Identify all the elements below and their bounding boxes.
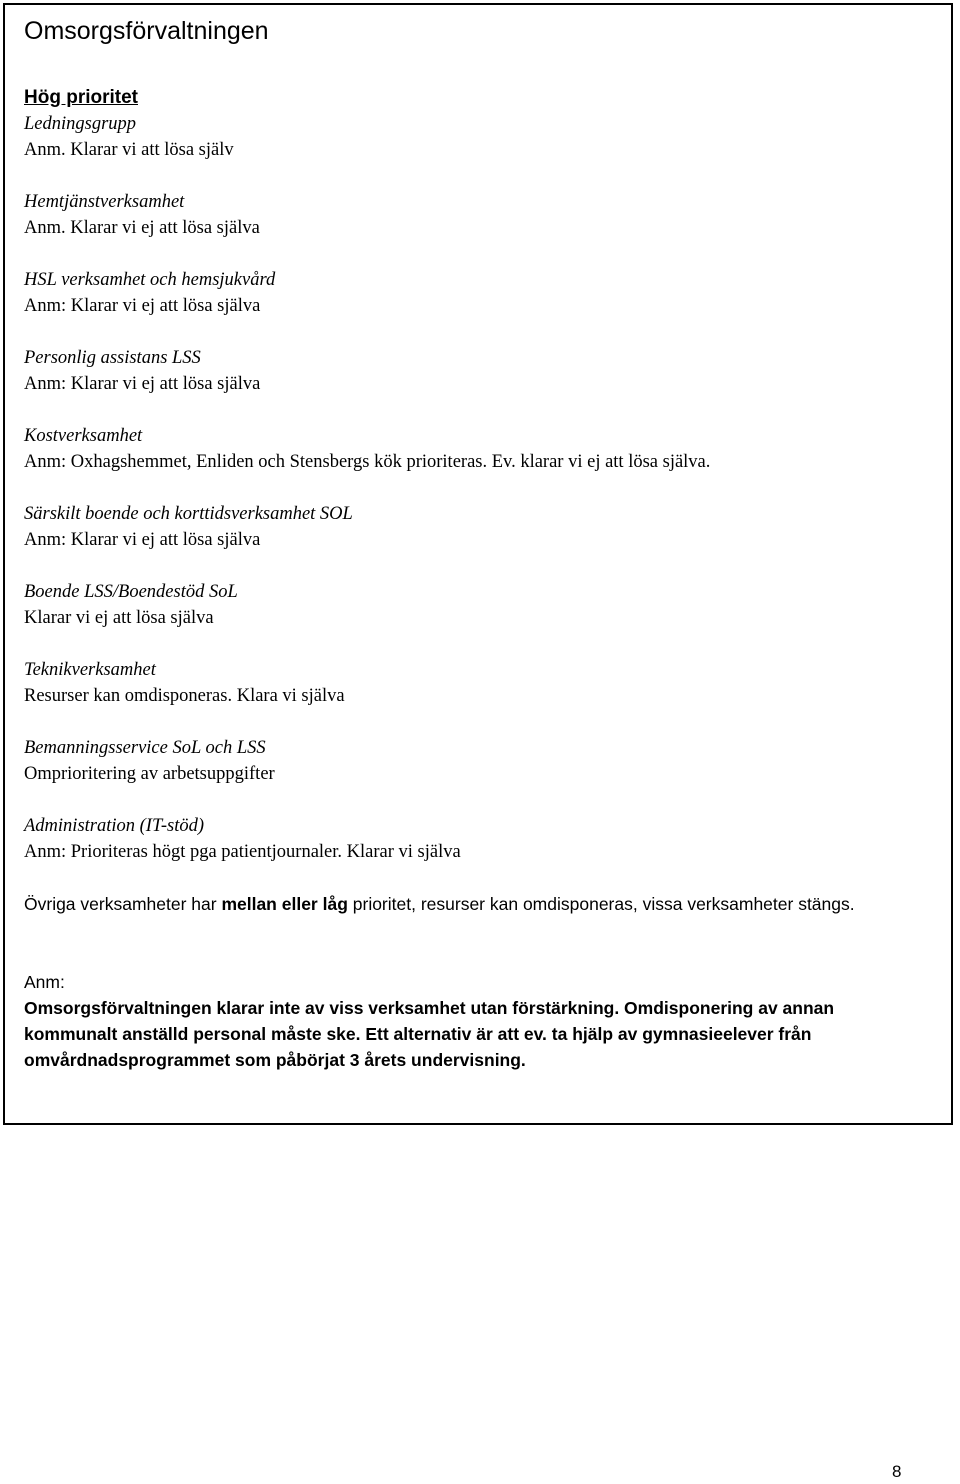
section-teknikverksamhet	[24, 657, 924, 709]
note-label: Anm:	[24, 972, 65, 992]
section-note: Omprioritering av arbetsuppgifter	[24, 764, 275, 784]
other-text-before: Övriga verksamheter har	[24, 894, 222, 914]
section-administration	[24, 813, 924, 865]
section-note: Anm. Klarar vi att lösa själv	[24, 140, 234, 160]
page-number: 8	[892, 1462, 902, 1481]
section-name: Boende LSS/Boendestöd SoL	[24, 582, 238, 602]
note-block	[24, 969, 924, 1073]
section-name: HSL verksamhet och hemsjukvård	[24, 270, 276, 290]
section-boende-lss	[24, 579, 924, 631]
section-hemtjanst	[24, 189, 924, 241]
page-title: Omsorgsförvaltningen	[24, 17, 269, 45]
other-text-bold: mellan eller låg	[221, 894, 348, 914]
priority-heading: Hög prioritet	[24, 87, 138, 108]
section-name: Hemtjänstverksamhet	[24, 192, 185, 212]
section-note: Anm: Oxhagshemmet, Enliden och Stensbergs kök prioriteras. Ev. klarar vi ej att lösa själva.	[24, 452, 711, 472]
section-name: Ledningsgrupp	[24, 114, 137, 134]
section-note: Anm: Klarar vi ej att lösa själva	[24, 374, 261, 394]
section-bemanningsservice	[24, 735, 924, 787]
document-frame	[3, 3, 953, 1125]
section-note: Anm. Klarar vi ej att lösa själva	[24, 218, 260, 238]
section-note: Anm: Prioriteras högt pga patientjournaler. Klarar vi själva	[24, 842, 461, 862]
section-sarskilt-boende	[24, 501, 924, 553]
other-text-after: prioritet, resurser kan omdisponeras, vissa verksamheter stängs.	[347, 894, 855, 914]
section-name: Bemanningsservice SoL och LSS	[24, 738, 266, 758]
section-note: Anm: Klarar vi ej att lösa själva	[24, 530, 261, 550]
other-activities-paragraph	[24, 891, 924, 917]
document-body	[24, 85, 924, 1073]
section-note: Resurser kan omdisponeras. Klara vi själva	[24, 686, 345, 706]
section-name: Kostverksamhet	[24, 426, 143, 446]
section-note: Klarar vi ej att lösa själva	[24, 608, 214, 628]
note-text: Omsorgsförvaltningen klarar inte av viss verksamhet utan förstärkning. Omdisponering av annan kommunalt anställd personal måste ske. Ett alternativ är att ev. ta hjälp av gymnasieelever från omvårdnadsprogrammet som påbörjat 3 årets undervisning.	[24, 998, 835, 1070]
section-name: Personlig assistans LSS	[24, 348, 201, 368]
section-note: Anm: Klarar vi ej att lösa själva	[24, 296, 261, 316]
section-name: Särskilt boende och korttidsverksamhet SOL	[24, 504, 353, 524]
section-ledningsgrupp	[24, 111, 924, 163]
section-hsl	[24, 267, 924, 319]
section-name: Administration (IT-stöd)	[24, 816, 205, 836]
section-personlig-assistans	[24, 345, 924, 397]
section-kostverksamhet	[24, 423, 924, 475]
section-name: Teknikverksamhet	[24, 660, 156, 680]
